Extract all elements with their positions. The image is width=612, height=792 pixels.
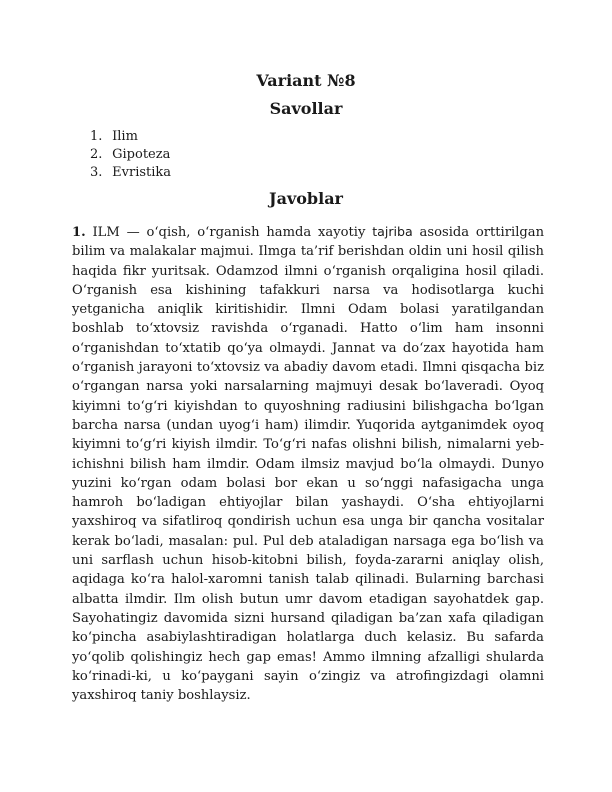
list-item — [90, 146, 171, 164]
answers-heading: Javoblar — [269, 189, 343, 208]
answer-paragraph — [72, 222, 544, 705]
list-item — [90, 128, 171, 146]
answer-text-start: ILM — o‘qish, o‘rganish hamda xayotiy — [85, 225, 373, 240]
list-item-text: Evristika — [112, 165, 172, 180]
answer-text-rest: asosida orttirilgan bilim va malakalar majmui. Ilmga ta’rif berishdan oldin uni hosil qilish haqida fikr yuritsak. Odamzod ilmni o‘rganish orqaligina hosil qiladi. O‘rganish esa kishining tafakkuri narsa va hodisotlarga kuchi yetganicha aniqlik kiritishidir. Ilmni Odam bolasi yaratilgandan boshlab to‘xtovsiz ravishda o‘rganadi. Hatto o‘lim ham insonni o‘rganishdan to‘xtatib qo‘ya olmaydi. Jannat va do‘zax hayotida ham o‘rganish jarayoni to‘xtovsiz va abadiy davom etadi. Ilmni qisqacha biz o‘rgangan narsa yoki narsalarning majmuyi desak bo‘laveradi. Oyoq kiyimni to‘g‘ri kiyishdan to quyoshning radiusini bilishgacha bo‘lgan barcha narsa (undan uyog‘i ham) ilimdir. Yuqorida aytganimdek oyoq kiyimni to‘g‘ri kiyish ilmdir. To‘g‘ri nafas olishni bilish, nimalarni yeb-ichishni bilish ham ilmdir. Odam ilmsiz mavjud bo‘la olmaydi. Dunyo yuzini ko‘rgan odam bolasi bor ekan u so‘nggi nafasigacha unga hamroh bo‘ladigan ehtiyojlar bilan yashaydi. O‘sha ehtiyojlarni yaxshiroq va sifatliroq qondirish uchun esa unga bir qancha vositalar kerak bo‘ladi, masalan: pul. Pul deb ataladigan narsaga ega bo‘lish va uni sarflash uchun hisob-kitobni bilish, foyda-zararni aniqlay olish, aqidaga ko‘ra halol-xaromni tanish talab qilinadi. Bularning barchasi albatta ilmdir. Ilm olish butun umr davom etadigan sayohatdek gap. Sayohatingiz davomida sizni hursand qiladigan ba’zan xafa qiladigan ko‘pincha asabiylashtiradigan holatlarga duch kelasiz. Bu safarda yo‘qolib qolishingiz hech gap emas! Ammo ilmning afzalligi shularda ko‘rinadi-ki, u ko‘paygani sayin o‘zingiz va atrofingizdagi olamni yaxshiroq taniy boshlaysiz. — [72, 225, 544, 704]
list-item — [90, 164, 171, 182]
questions-heading: Savollar — [269, 99, 343, 118]
list-item-text: Ilim — [112, 129, 138, 144]
list-item-number: 3. — [90, 165, 103, 180]
questions-list — [90, 128, 171, 182]
list-item-text: Gipoteza — [112, 147, 171, 162]
document-title: Variant №8 — [256, 71, 356, 90]
tajriba-link[interactable]: tajriba — [372, 224, 413, 239]
answer-number: 1. — [72, 225, 86, 240]
list-item-number: 2. — [90, 147, 103, 162]
list-item-number: 1. — [90, 129, 103, 144]
